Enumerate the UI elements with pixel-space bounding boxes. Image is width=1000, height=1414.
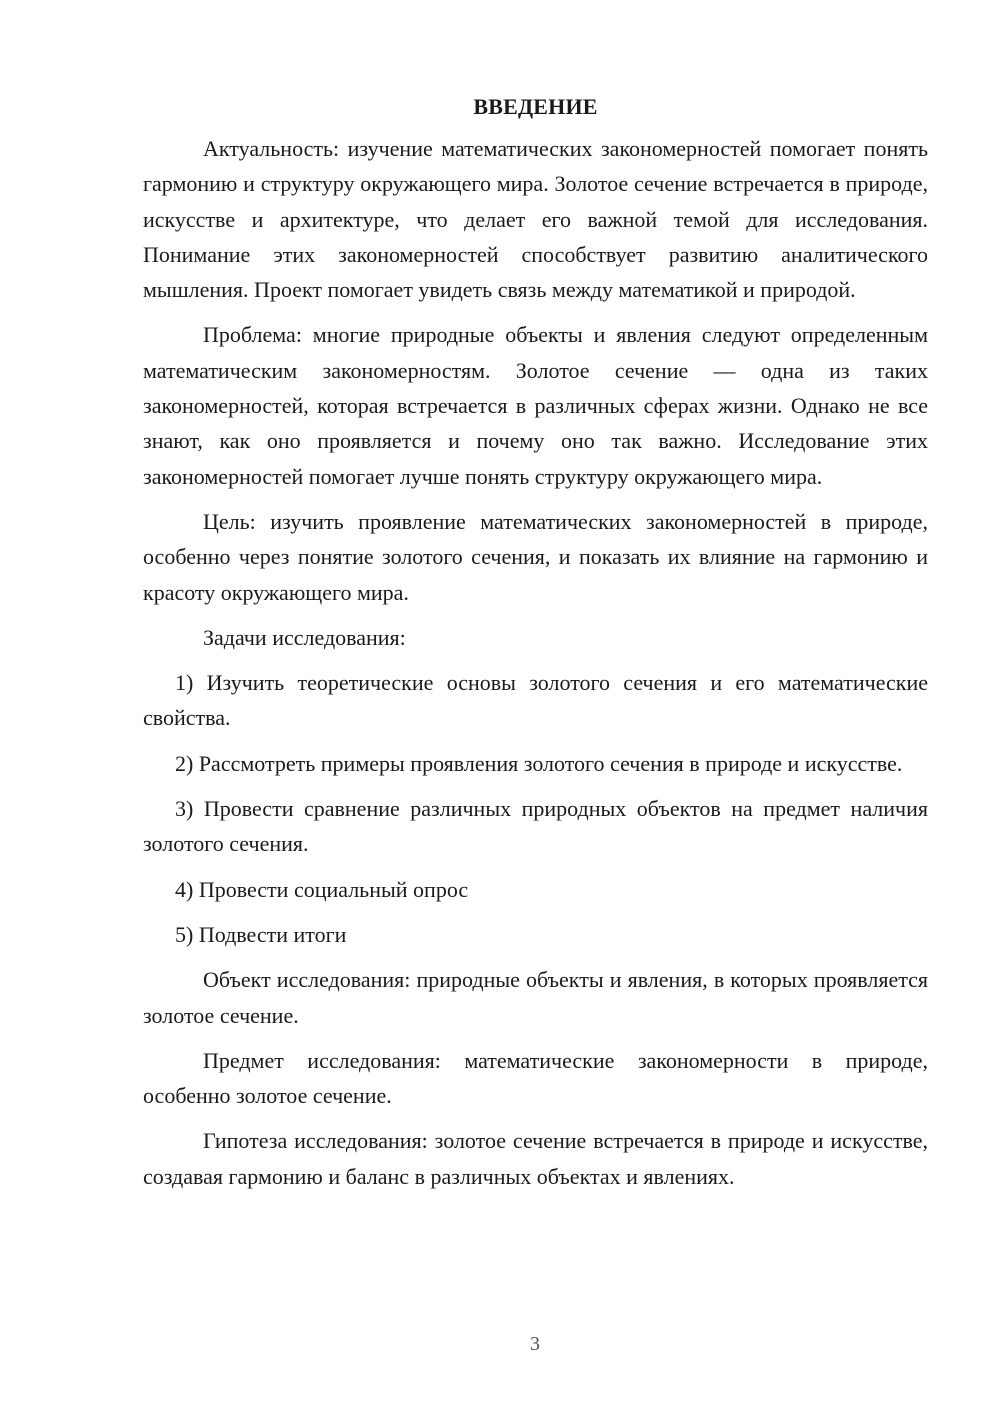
paragraph-hypothesis: Гипотеза исследования: золотое сечение встречается в природе и искусстве, создавая гармонию и баланс в различных объектах и явлениях. bbox=[143, 1128, 928, 1189]
page-number: 3 bbox=[530, 1333, 540, 1355]
list-item: 1) Изучить теоретические основы золотого сечения и его математические свойства. bbox=[143, 670, 928, 731]
tasks-heading: Задачи исследования: bbox=[203, 624, 406, 650]
list-item: 3) Провести сравнение различных природных объектов на предмет наличия золотого сечения. bbox=[143, 796, 928, 857]
list-item: 2) Рассмотреть примеры проявления золотого сечения в природе и искусстве. bbox=[175, 750, 903, 776]
paragraph-relevance: Актуальность: изучение математических закономерностей помогает понять гармонию и структуру окружающего мира. Золотое сечение встречается в природе, искусстве и архитектуре, что делает его важной темой для исследования. Понимание этих закономерностей способствует развитию аналитического мышления. Проект помогает увидеть связь между математикой и природой. bbox=[143, 136, 928, 303]
paragraph-problem: Проблема: многие природные объекты и явления следуют определенным математическим закономерностям. Золотое сечение — одна из таких закономерностей, которая встречается в различных сферах жизни. Однако не все знают, как оно проявляется и почему оно так важно. Исследование этих закономерностей помогает лучше понять структуру окружающего мира. bbox=[143, 322, 928, 489]
list-item: 5) Подвести итоги bbox=[175, 921, 347, 947]
paragraph-object: Объект исследования: природные объекты и явления, в которых проявляется золотое сечение. bbox=[143, 967, 928, 1028]
list-item: 4) Провести социальный опрос bbox=[175, 876, 469, 902]
paragraph-goal: Цель: изучить проявление математических закономерностей в природе, особенно через понятие золотого сечения, и показать их влияние на гармонию и красоту окружающего мира. bbox=[143, 508, 928, 605]
paragraph-subject: Предмет исследования: математические закономерности в природе, особенно золотое сечение. bbox=[143, 1047, 928, 1109]
document-page bbox=[143, 92, 928, 1204]
page-title: ВВЕДЕНИЕ bbox=[473, 94, 598, 119]
